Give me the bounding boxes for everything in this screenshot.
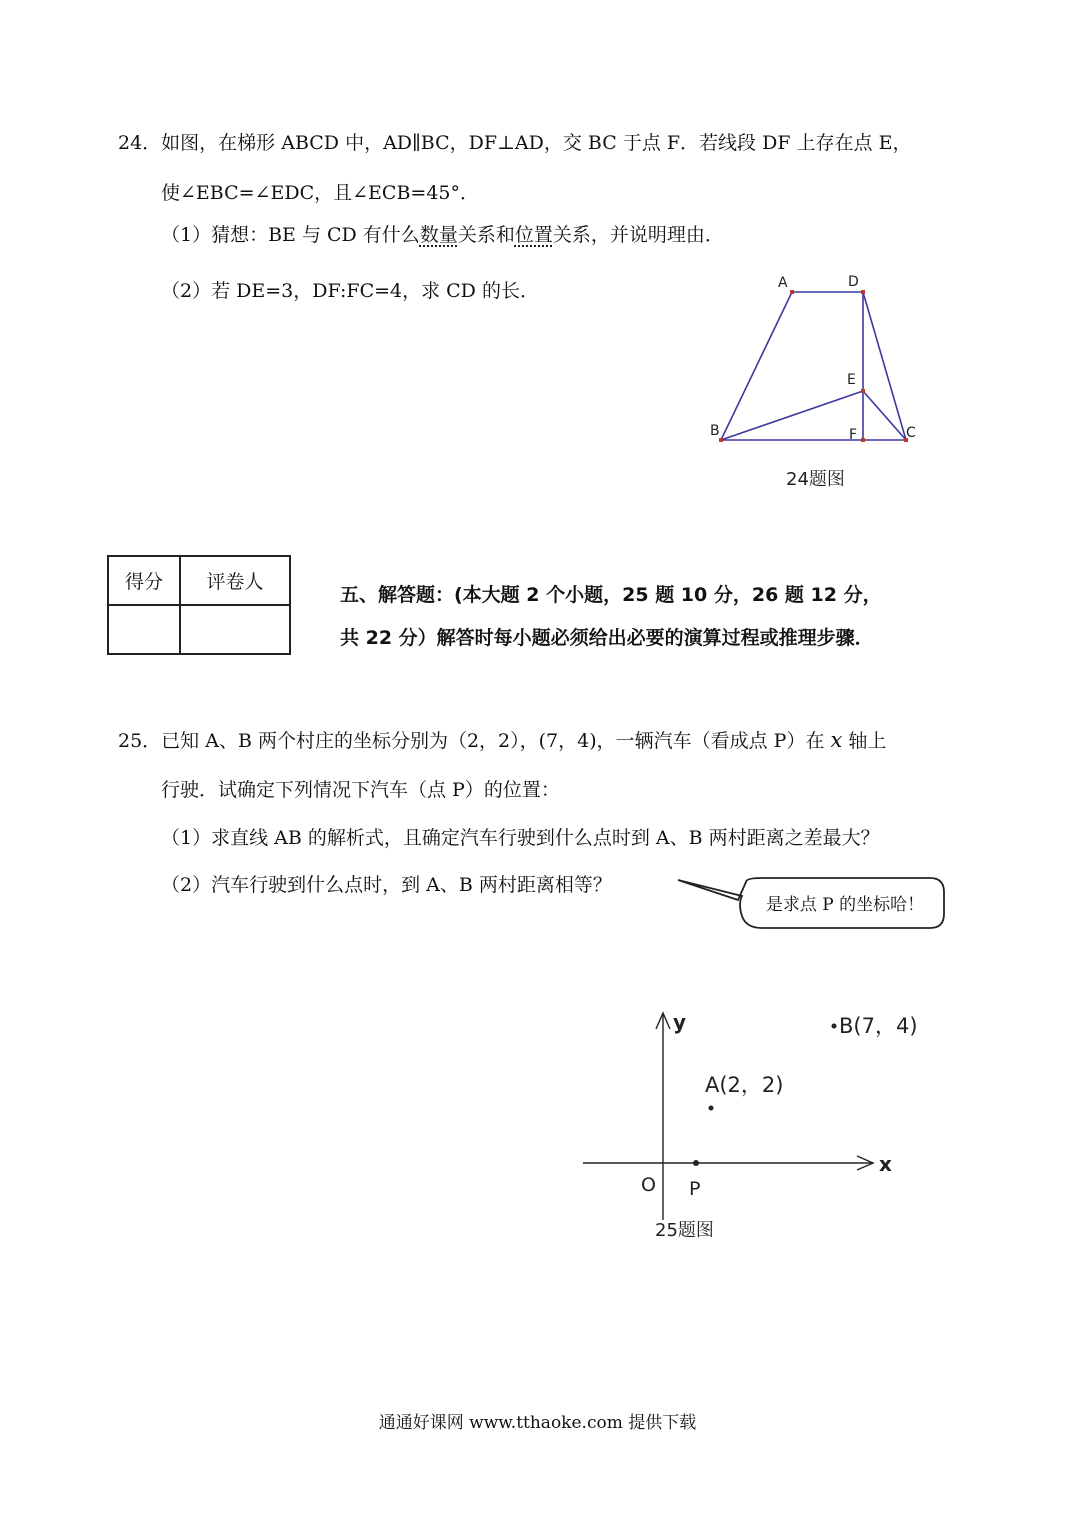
vertex-D [861, 290, 865, 294]
q24-line1: 24．如图，在梯形 ABCD 中，AD∥BC，DF⊥AD，交 BC 于点 F．若线段 DF 上存在点 E， [118, 132, 912, 154]
callout-text: 是求点 P 的坐标哈！ [765, 895, 925, 915]
q24-figure-caption: 24题图 [786, 469, 845, 490]
point-A-mark [709, 1106, 714, 1111]
vertex-F [861, 438, 865, 442]
q25-figure-caption: 25题图 [655, 1220, 714, 1241]
q24-part1-emphasis-position: 位置 [514, 224, 553, 246]
label-A: A [778, 275, 788, 291]
section5-line1: 五、解答题：(本大题 2 个小题，25 题 10 分，26 题 12 分， [340, 584, 882, 606]
q24-part1-mid: 关系和 [457, 224, 515, 246]
score-table [107, 555, 291, 655]
q24-part1 [161, 222, 724, 248]
footer: 通通好课网 www.tthaoke.com 提供下载 [378, 1413, 697, 1433]
q25-part1: （1）求直线 AB 的解析式，且确定汽车行驶到什么点时到 A、B 两村距离之差最大？ [161, 827, 880, 849]
q24-part1-pre: （1）猜想：BE 与 CD 有什么 [161, 224, 420, 246]
q25-part2: （2）汽车行驶到什么点时，到 A、B 两村距离相等？ [161, 874, 612, 896]
segment-BE [721, 391, 863, 440]
point-B-label: B(7，4) [839, 1014, 918, 1038]
label-B: B [710, 423, 720, 439]
segment-AB [721, 292, 792, 440]
x-axis-label: x [879, 1152, 892, 1176]
q25-line1 [118, 727, 886, 754]
segment-DC [863, 292, 906, 440]
score-cell[interactable] [108, 605, 180, 654]
vertex-E [861, 389, 865, 393]
label-C: C [906, 425, 916, 441]
origin-label: O [641, 1174, 656, 1196]
q25-line1-pre: 25．已知 A、B 两个村庄的坐标分别为（2，2），(7，4)，一辆汽车（看成点 P）在 [118, 730, 825, 752]
grader-header: 评卷人 [180, 556, 290, 605]
q24-line2: 使∠EBC=∠EDC，且∠ECB=45°． [161, 182, 480, 204]
q25-x-variable: x [830, 728, 843, 752]
point-P-label: P [689, 1178, 701, 1200]
vertex-A [790, 290, 794, 294]
q24-trapezoid-figure [700, 265, 930, 495]
score-header: 得分 [108, 556, 180, 605]
section5-line2: 共 22 分）解答时每小题必须给出必要的演算过程或推理步骤． [340, 627, 874, 649]
point-P-mark [693, 1160, 699, 1166]
q24-part1-post: 关系，并说明理由． [552, 224, 724, 246]
label-D: D [848, 274, 859, 290]
q25-line1-post: 轴上 [848, 730, 887, 752]
grader-cell[interactable] [180, 605, 290, 654]
q25-coordinate-figure [575, 1005, 955, 1255]
y-axis-label: y [673, 1010, 687, 1034]
point-B-mark [832, 1024, 837, 1029]
q25-line2: 行驶．试确定下列情况下汽车（点 P）的位置： [161, 779, 560, 801]
q24-part1-emphasis-quantity: 数量 [419, 224, 458, 246]
label-F: F [849, 427, 858, 443]
label-E: E [847, 372, 856, 388]
q24-part2: （2）若 DE=3，DF:FC=4，求 CD 的长． [161, 280, 539, 302]
point-A-label: A(2，2) [705, 1073, 784, 1097]
